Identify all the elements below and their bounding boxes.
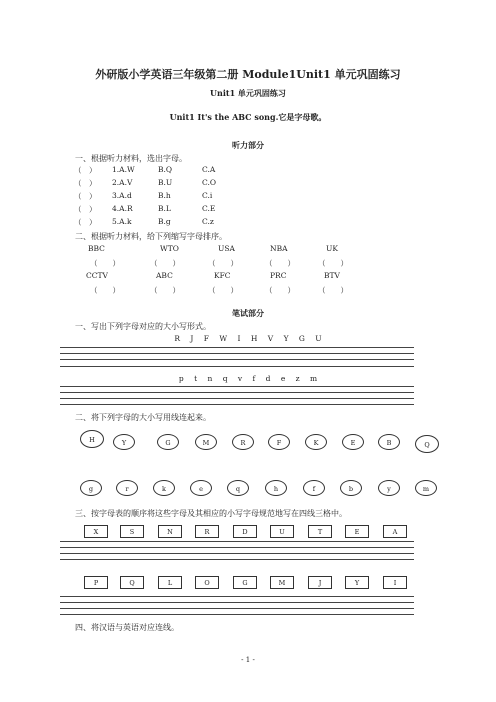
uppercase-letter-ellipse: H	[80, 430, 104, 448]
four-line-grid-line	[60, 386, 414, 387]
abbreviation: BTV	[324, 271, 340, 280]
option-b: B.U	[158, 178, 173, 187]
order-paren: （ ）	[150, 286, 180, 295]
option-b: B.g	[158, 217, 171, 226]
abbreviation: UK	[326, 244, 338, 253]
four-line-grid-line	[60, 614, 414, 615]
four-line-grid-line	[60, 404, 414, 405]
letter-box: I	[383, 576, 407, 589]
lowercase-letter-ellipse: h	[265, 480, 287, 496]
written-q3-label: 三、按字母表的顺序将这些字母及其相应的小写字母规范地写在四线三格中。	[75, 509, 347, 518]
option-b: B.h	[158, 191, 171, 200]
written-q1-label: 一、写出下列字母对应的大小写形式。	[75, 322, 211, 331]
letter-box: Y	[345, 576, 369, 589]
answer-paren: （ ）	[74, 192, 97, 201]
abbreviation: PRC	[270, 271, 287, 280]
document-title: 外研版小学英语三年级第二册 Module1Unit1 单元巩固练习	[95, 68, 401, 81]
order-paren: （ ）	[150, 259, 180, 268]
four-line-grid-line	[60, 547, 414, 548]
written-heading: 笔试部分	[232, 308, 264, 318]
abbreviation: USA	[218, 244, 235, 253]
order-paren: （ ）	[208, 259, 238, 268]
option-a: 3.A.d	[112, 191, 132, 200]
four-line-grid-line	[60, 596, 414, 597]
option-c: C.O	[202, 178, 217, 187]
lowercase-letter-ellipse: q	[227, 480, 249, 496]
uppercase-letter-ellipse: R	[232, 434, 254, 450]
four-line-grid-line	[60, 353, 414, 354]
option-c: C.E	[202, 204, 216, 213]
lowercase-letter-ellipse: b	[340, 480, 362, 496]
option-a: 2.A.V	[112, 178, 133, 187]
uppercase-letter-ellipse: G	[157, 434, 179, 450]
four-line-grid-line	[60, 602, 414, 603]
letter-box: X	[84, 525, 108, 538]
four-line-grid-line	[60, 541, 414, 542]
order-paren: （ ）	[265, 286, 295, 295]
listening-q2-label: 二、根据听力材料，给下列缩写字母排序。	[75, 232, 227, 241]
uppercase-letter-ellipse: Q	[415, 435, 439, 453]
document-subtitle: Unit1 单元巩固练习	[210, 88, 286, 98]
option-a: 4.A.R	[112, 204, 133, 213]
letter-box: S	[120, 525, 144, 538]
order-paren: （ ）	[318, 286, 348, 295]
abbreviation: KFC	[214, 271, 231, 280]
uppercase-letter-ellipse: Y	[113, 434, 135, 450]
four-line-grid-line	[60, 559, 414, 560]
order-paren: （ ）	[90, 259, 120, 268]
lowercase-letter-ellipse: r	[116, 480, 138, 496]
lowercase-letter-ellipse: e	[190, 480, 212, 496]
four-line-grid-line	[60, 347, 414, 348]
listening-heading: 听力部分	[232, 140, 264, 150]
written-q2-label: 二、将下列字母的大小写用线连起来。	[75, 413, 211, 422]
order-paren: （ ）	[318, 259, 348, 268]
four-line-grid-line	[60, 608, 414, 609]
lowercase-letter-ellipse: y	[378, 480, 400, 496]
four-line-grid-line	[60, 398, 414, 399]
letter-box: D	[233, 525, 257, 538]
abbreviation: ABC	[156, 271, 173, 280]
option-c: C.z	[202, 217, 214, 226]
lowercase-letter-ellipse: k	[153, 480, 175, 496]
letter-box: E	[345, 525, 369, 538]
letter-box: T	[308, 525, 332, 538]
written-q1-lower-letters: p t n q v f d e z m	[178, 374, 318, 383]
lowercase-letter-ellipse: g	[80, 480, 102, 496]
abbreviation: CCTV	[86, 271, 108, 280]
option-c: C.i	[202, 191, 213, 200]
option-c: C.A	[202, 165, 216, 174]
letter-box: A	[383, 525, 407, 538]
letter-box: O	[195, 576, 219, 589]
written-q1-upper-letters: R J F W I H V Y G U	[174, 334, 322, 343]
listening-q1-label: 一、根据听力材料，选出字母。	[75, 154, 187, 163]
letter-box: N	[158, 525, 182, 538]
uppercase-letter-ellipse: E	[342, 434, 364, 450]
answer-paren: （ ）	[74, 166, 97, 175]
option-a: 5.A.k	[112, 217, 132, 226]
letter-box: U	[270, 525, 294, 538]
abbreviation: NBA	[270, 244, 288, 253]
option-b: B.Q	[158, 165, 173, 174]
letter-box: Q	[120, 576, 144, 589]
unit-line: Unit1 It's the ABC song.它是字母歌。	[169, 112, 327, 122]
letter-box: G	[233, 576, 257, 589]
abbreviation: WTO	[160, 244, 179, 253]
letter-box: M	[270, 576, 294, 589]
four-line-grid-line	[60, 553, 414, 554]
lowercase-letter-ellipse: f	[303, 480, 325, 496]
lowercase-letter-ellipse: m	[415, 480, 437, 496]
uppercase-letter-ellipse: B	[378, 434, 400, 450]
four-line-grid-line	[60, 359, 414, 360]
page-number: - 1 -	[241, 656, 255, 664]
uppercase-letter-ellipse: K	[305, 434, 327, 450]
uppercase-letter-ellipse: M	[195, 434, 217, 450]
answer-paren: （ ）	[74, 179, 97, 188]
abbreviation: BBC	[88, 244, 105, 253]
answer-paren: （ ）	[74, 218, 97, 227]
written-q4-label: 四、将汉语与英语对应连线。	[75, 623, 179, 632]
order-paren: （ ）	[265, 259, 295, 268]
four-line-grid-line	[60, 392, 414, 393]
letter-box: J	[308, 576, 332, 589]
order-paren: （ ）	[208, 286, 238, 295]
four-line-grid-line	[60, 366, 414, 367]
order-paren: （ ）	[90, 286, 120, 295]
option-a: 1.A.W	[112, 165, 135, 174]
option-b: B.L	[158, 204, 171, 213]
letter-box: L	[158, 576, 182, 589]
answer-paren: （ ）	[74, 205, 97, 214]
uppercase-letter-ellipse: F	[268, 434, 290, 450]
letter-box: R	[195, 525, 219, 538]
letter-box: P	[84, 576, 108, 589]
